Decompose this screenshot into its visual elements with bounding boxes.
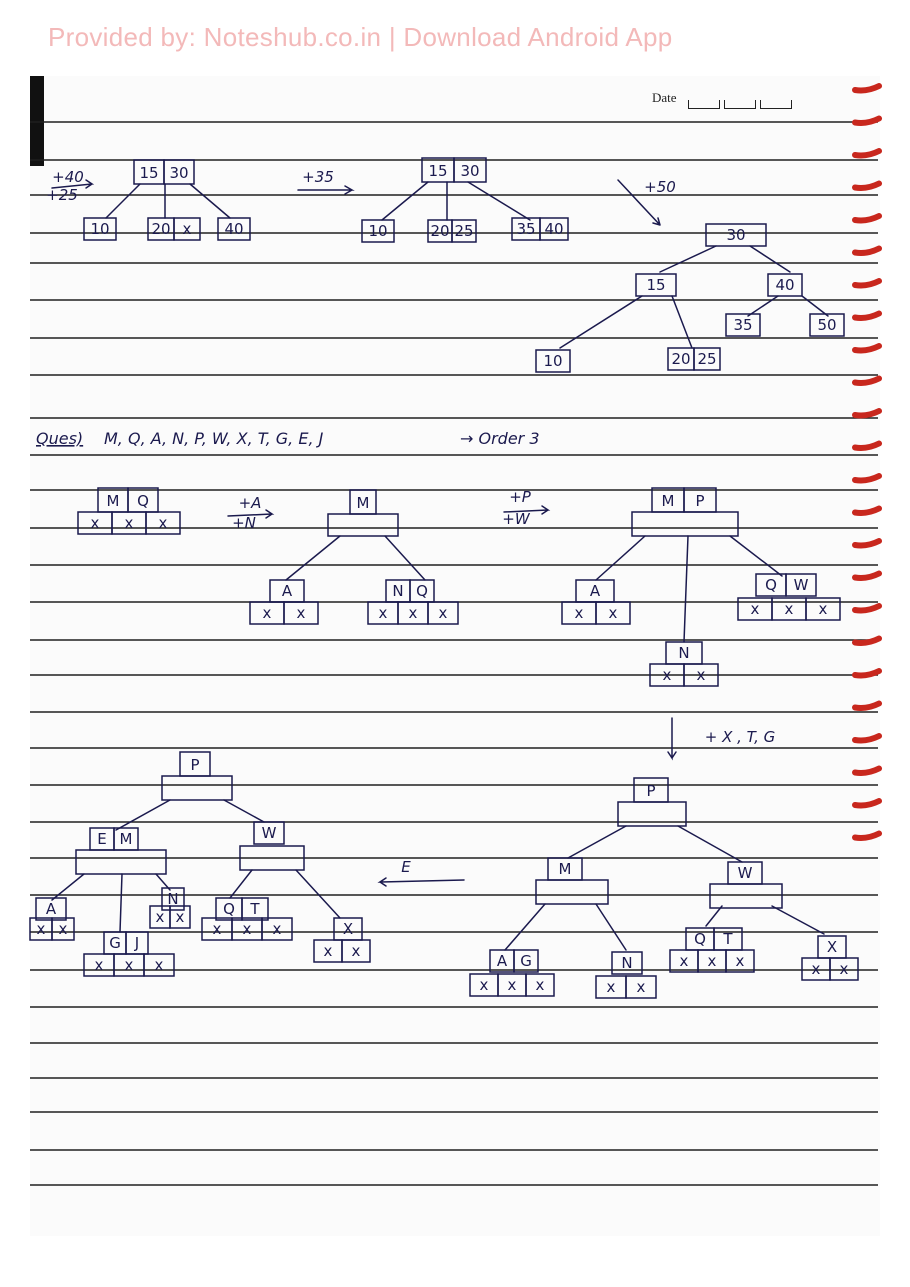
step-label: +W <box>502 510 530 528</box>
spiral-ring <box>855 411 879 416</box>
node-key: M <box>558 860 572 878</box>
node-key: 30 <box>726 226 746 244</box>
spiral-ring <box>855 281 879 286</box>
node-key: A <box>589 582 601 600</box>
node-key: 15 <box>428 162 448 180</box>
spiral-ring <box>855 606 879 611</box>
null-pointer: x <box>272 920 282 938</box>
node-key: x <box>182 220 192 238</box>
tree-edge <box>596 536 645 580</box>
spiral-binding <box>855 86 879 838</box>
node-key: 40 <box>775 276 795 294</box>
tree-edge <box>672 296 692 348</box>
spiral-ring <box>855 801 879 806</box>
node-key: 35 <box>516 220 536 238</box>
null-pointer: x <box>58 920 68 938</box>
step-label: +P <box>509 488 531 506</box>
question-order-note: → Order 3 <box>460 429 540 448</box>
node-key: W <box>793 576 809 594</box>
node-key: 10 <box>543 352 563 370</box>
node-key: 40 <box>544 220 564 238</box>
tree-edge <box>660 246 716 272</box>
node-key: 50 <box>817 316 837 334</box>
null-pointer: x <box>90 514 100 532</box>
tree-edge <box>684 536 688 642</box>
node-key: 15 <box>139 164 159 182</box>
node-key: J <box>134 934 140 952</box>
spiral-ring <box>855 509 879 514</box>
tree-edge <box>802 296 828 316</box>
node-key: E <box>97 830 107 848</box>
node-key: A <box>45 900 57 918</box>
node-key: X <box>826 938 838 956</box>
null-pointer: x <box>124 956 134 974</box>
spiral-ring <box>855 834 879 839</box>
null-pointer: x <box>839 960 849 978</box>
node-key: T <box>723 930 733 948</box>
arrow <box>668 718 676 758</box>
step-label: +A <box>238 494 262 512</box>
null-pointer: x <box>608 604 618 622</box>
tree-edge <box>468 182 530 220</box>
node-key: 15 <box>646 276 666 294</box>
null-pointer: x <box>811 960 821 978</box>
node-key: Q <box>416 582 428 600</box>
null-pointer: x <box>323 942 333 960</box>
node-key: G <box>520 952 532 970</box>
spiral-ring <box>855 444 879 449</box>
node-key: 30 <box>169 164 189 182</box>
node-key: W <box>737 864 753 882</box>
null-pointer: x <box>679 952 689 970</box>
step-label: + X , T, G <box>704 728 776 746</box>
spiral-ring <box>855 216 879 221</box>
tree-edge <box>382 182 428 220</box>
pointer-row <box>632 512 738 536</box>
node-key: M <box>661 492 675 510</box>
question-sequence: M, Q, A, N, P, W, X, T, G, E, J <box>104 429 324 448</box>
null-pointer: x <box>507 976 517 994</box>
node-key: Q <box>223 900 235 918</box>
spiral-ring <box>855 86 879 91</box>
null-pointer: x <box>707 952 717 970</box>
step-label: +25 <box>46 186 78 204</box>
spiral-ring <box>855 314 879 319</box>
node-key: 20 <box>671 350 691 368</box>
null-pointer: x <box>242 920 252 938</box>
tree-edge <box>678 826 742 862</box>
arrow <box>380 878 464 886</box>
pointer-row <box>76 850 166 874</box>
null-pointer: x <box>750 600 760 618</box>
spiral-ring <box>855 671 879 676</box>
tree-edge <box>106 184 140 218</box>
tree-edge <box>120 874 122 932</box>
tree-edge <box>116 800 170 830</box>
node-key: X <box>342 920 354 938</box>
null-pointer: x <box>784 600 794 618</box>
ruled-lines <box>30 122 878 1185</box>
spiral-ring <box>855 476 879 481</box>
node-key: Q <box>137 492 149 510</box>
watermark-text: Provided by: Noteshub.co.in | Download Android App <box>48 22 673 52</box>
node-key: T <box>250 900 260 918</box>
node-key: A <box>281 582 293 600</box>
spiral-ring <box>855 119 879 124</box>
step-label: +40 <box>52 168 84 186</box>
null-pointer: x <box>124 514 134 532</box>
node-key: M <box>106 492 120 510</box>
null-pointer: x <box>262 604 272 622</box>
pointer-row <box>162 776 232 800</box>
tree-edge <box>190 184 230 218</box>
null-pointer: x <box>212 920 222 938</box>
node-key: P <box>190 756 200 774</box>
node-key: Q <box>694 930 706 948</box>
spiral-ring <box>855 151 879 156</box>
step-label: +N <box>232 514 256 532</box>
date-label: Date <box>652 90 677 105</box>
spiral-ring <box>855 639 879 644</box>
node-key: N <box>678 644 690 662</box>
spiral-ring <box>855 704 879 709</box>
tree-edge <box>596 904 626 950</box>
spiral-ring <box>855 184 879 189</box>
node-key: 20 <box>430 222 450 240</box>
null-pointer: x <box>574 604 584 622</box>
node-key: N <box>167 890 179 908</box>
tree-edge <box>568 826 626 858</box>
null-pointer: x <box>818 600 828 618</box>
null-pointer: x <box>154 956 164 974</box>
node-key: 25 <box>454 222 474 240</box>
null-pointer: x <box>696 666 706 684</box>
spiral-ring <box>855 769 879 774</box>
node-key: N <box>621 954 633 972</box>
tree-edge <box>385 536 425 580</box>
step-label: +35 <box>302 168 334 186</box>
node-key: 10 <box>368 222 388 240</box>
step-label: +50 <box>644 178 676 196</box>
spiral-ring <box>855 541 879 546</box>
tree-edge <box>706 906 722 926</box>
node-key: A <box>496 952 508 970</box>
node-key: W <box>261 824 277 842</box>
node-key: 10 <box>90 220 110 238</box>
node-key: 40 <box>224 220 244 238</box>
node-key: M <box>356 494 370 512</box>
spiral-ring <box>855 346 879 351</box>
null-pointer: x <box>296 604 306 622</box>
spiral-ring <box>855 574 879 579</box>
tree-edge <box>286 536 340 580</box>
arrow <box>298 186 352 194</box>
node-key: 35 <box>733 316 753 334</box>
node-key: 20 <box>151 220 171 238</box>
tree-edge <box>730 536 782 576</box>
tree-edge <box>750 246 790 272</box>
tree-edge <box>748 296 778 316</box>
null-pointer: x <box>175 908 185 926</box>
node-key: 25 <box>697 350 717 368</box>
spiral-ring <box>855 736 879 741</box>
node-key: P <box>695 492 705 510</box>
null-pointer: x <box>735 952 745 970</box>
null-pointer: x <box>408 604 418 622</box>
null-pointer: x <box>158 514 168 532</box>
tree-edge <box>560 296 642 348</box>
tree-edge <box>296 870 340 918</box>
pointer-row <box>536 880 608 904</box>
node-key: M <box>119 830 133 848</box>
null-pointer: x <box>94 956 104 974</box>
null-pointer: x <box>662 666 672 684</box>
pointer-row <box>328 514 398 536</box>
tree-edge <box>772 906 824 934</box>
question-prefix: Ques) <box>36 429 84 448</box>
null-pointer: x <box>438 604 448 622</box>
node-key: 30 <box>460 162 480 180</box>
node-key: Q <box>765 576 777 594</box>
null-pointer: x <box>535 976 545 994</box>
null-pointer: x <box>351 942 361 960</box>
node-key: P <box>646 782 656 800</box>
null-pointer: x <box>636 978 646 996</box>
null-pointer: x <box>155 908 165 926</box>
spiral-ring <box>855 379 879 384</box>
tree-edge <box>224 800 264 822</box>
node-key: N <box>392 582 404 600</box>
step-label: E <box>401 858 411 876</box>
null-pointer: x <box>378 604 388 622</box>
tree-edge <box>505 904 545 950</box>
null-pointer: x <box>606 978 616 996</box>
node-key: G <box>109 934 121 952</box>
spiral-ring <box>855 249 879 254</box>
null-pointer: x <box>479 976 489 994</box>
tree-edge <box>52 874 84 900</box>
null-pointer: x <box>36 920 46 938</box>
pointer-row <box>710 884 782 908</box>
tree-edge <box>230 870 252 898</box>
